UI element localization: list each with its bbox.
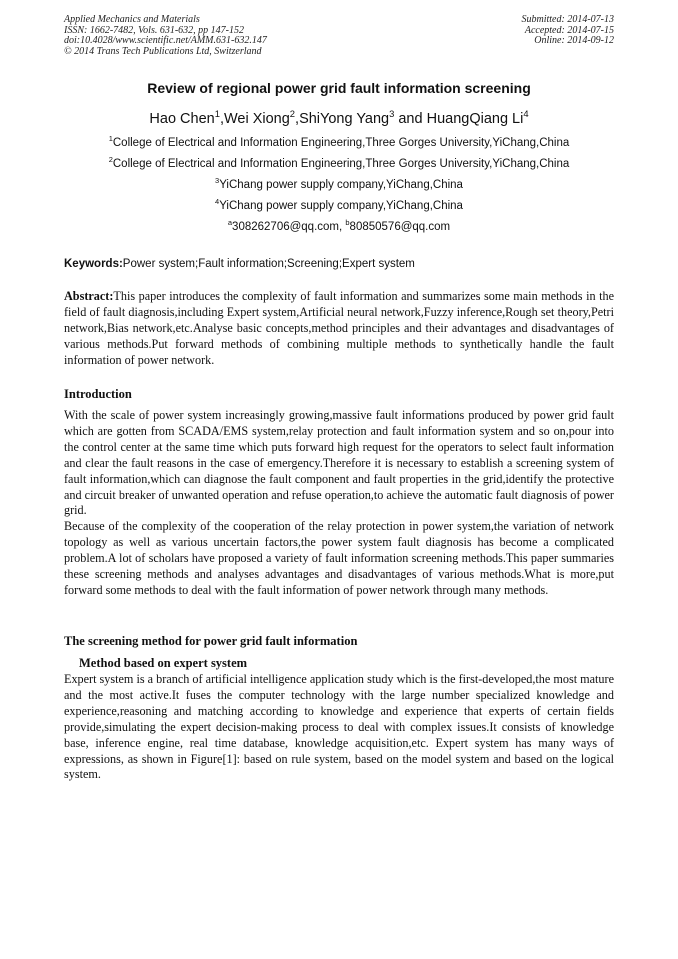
doi-line: doi:10.4028/www.scientific.net/AMM.631-632.147 [64,35,267,46]
journal-name: Applied Mechanics and Materials [64,14,200,25]
author-sep: , [295,111,300,127]
introduction-paragraph-1: With the scale of power system increasingly growing,massive fault informations produced by power grid fault which are gotten from SCADA/EMS system,relay protection and fault information system and so on,pour into the control center at the same time which puts forward high request for the operators to select fault information and clear the fault reasons in the case of emergency.Therefore it is necessary to establish a screening system of fault information,which can diagnose the fault component and fault properties in the grid,identify the protective and circuit breaker of unwanted operation and refuse operation,to achieve the automatic fault diagnosis of power grid. [64,408,614,518]
email-b: 80850576@qq.com [349,221,451,233]
author-list [0,107,678,127]
affiliation-text: College of Electrical and Information Engineering,Three Gorges University,YiChang,China [112,158,570,170]
introduction-heading: Introduction [64,387,132,401]
affiliation-text: YiChang power supply company,YiChang,China [219,200,463,212]
email-a: 308262706@qq.com, [232,221,346,233]
author-sup: 3 [389,107,395,119]
keywords-label: Keywords: [64,258,123,270]
accepted-date: Accepted: 2014-07-15 [524,24,614,36]
email-line [0,218,678,233]
email-sup: b [345,218,350,228]
affiliation [0,197,678,212]
paper-title: Review of regional power grid fault information screening [147,80,531,96]
author-sep: and [394,111,427,127]
section-heading: The screening method for power grid fault information [64,634,358,648]
affiliation-sup: 1 [108,134,113,144]
abstract-text: This paper introduces the complexity of fault information and summarizes some main methods in the field of fault diagnosis,including Expert system,Artificial neural network,Fuzzy inference,Rough set theory,Petri network,Bias network,etc.Analyse basic concepts,method principles and their advantages and disadvantages of various methods.Put forward methods of combining multiple methods to synthetically handle the fault information of power network. [64,289,614,367]
affiliation [0,176,678,191]
author-name: ShiYong Yang [299,111,390,127]
keywords-text: Power system;Fault information;Screening;Expert system [122,258,415,270]
author-sup: 1 [214,107,220,119]
author-name: HuangQiang Li [426,111,524,127]
affiliation [0,134,678,149]
journal-header-right [522,15,615,47]
affiliation-sup: 3 [215,176,220,186]
author-name: Wei Xiong [223,111,290,127]
online-date: Online: 2014-09-12 [534,35,614,46]
affiliation-text: College of Electrical and Information Engineering,Three Gorges University,YiChang,China [112,137,570,149]
abstract-label: Abstract: [64,289,114,303]
author-name: Hao Chen [149,111,215,127]
section-paragraph: Expert system is a branch of artificial intelligence application study which is the first-developed,the most mature and the most active.It fuses the computer technology with the large number specialized knowledge and experience,reasoning and matching according to knowledge and experience that experts of certain fields provide,simulating the expert decision-making process to deal with complex issues.It consists of knowledge base, inference engine, real time database, knowledge acquisition,etc. Expert system has many ways of expressions, as shown in Figure[1]: based on rule system, based on the model system and based on the logical system. [64,672,614,782]
author-sup: 4 [523,107,529,119]
author-sup: 2 [289,107,296,119]
keywords [64,258,415,270]
submitted-date: Submitted: 2014-07-13 [521,14,614,25]
affiliation-text: YiChang power supply company,YiChang,China [219,179,463,191]
email-sup: a [227,218,233,228]
affiliation-sup: 4 [215,197,220,207]
affiliation [0,155,678,170]
abstract [64,289,614,369]
introduction-paragraph-2: Because of the complexity of the cooperation of the relay protection in power system,the variation of network topology as well as various uncertain factors,the power system fault diagnosis has become a complicated problem.A lot of scholars have proposed a variety of fault information screening methods.This paper summaries these screening methods and analyses advantages and disadvantages of various methods.What is more,put forward some methods to deal with the fault information of power network through many methods. [64,519,614,597]
affiliation-sup: 2 [108,155,113,165]
copyright-line: © 2014 Trans Tech Publications Ltd, Switzerland [64,45,262,57]
subsection-heading: Method based on expert system [79,656,248,670]
issn-line: ISSN: 1662-7482, Vols. 631-632, pp 147-152 [64,24,244,36]
author-sep: , [219,111,224,127]
journal-header-left [64,15,267,57]
